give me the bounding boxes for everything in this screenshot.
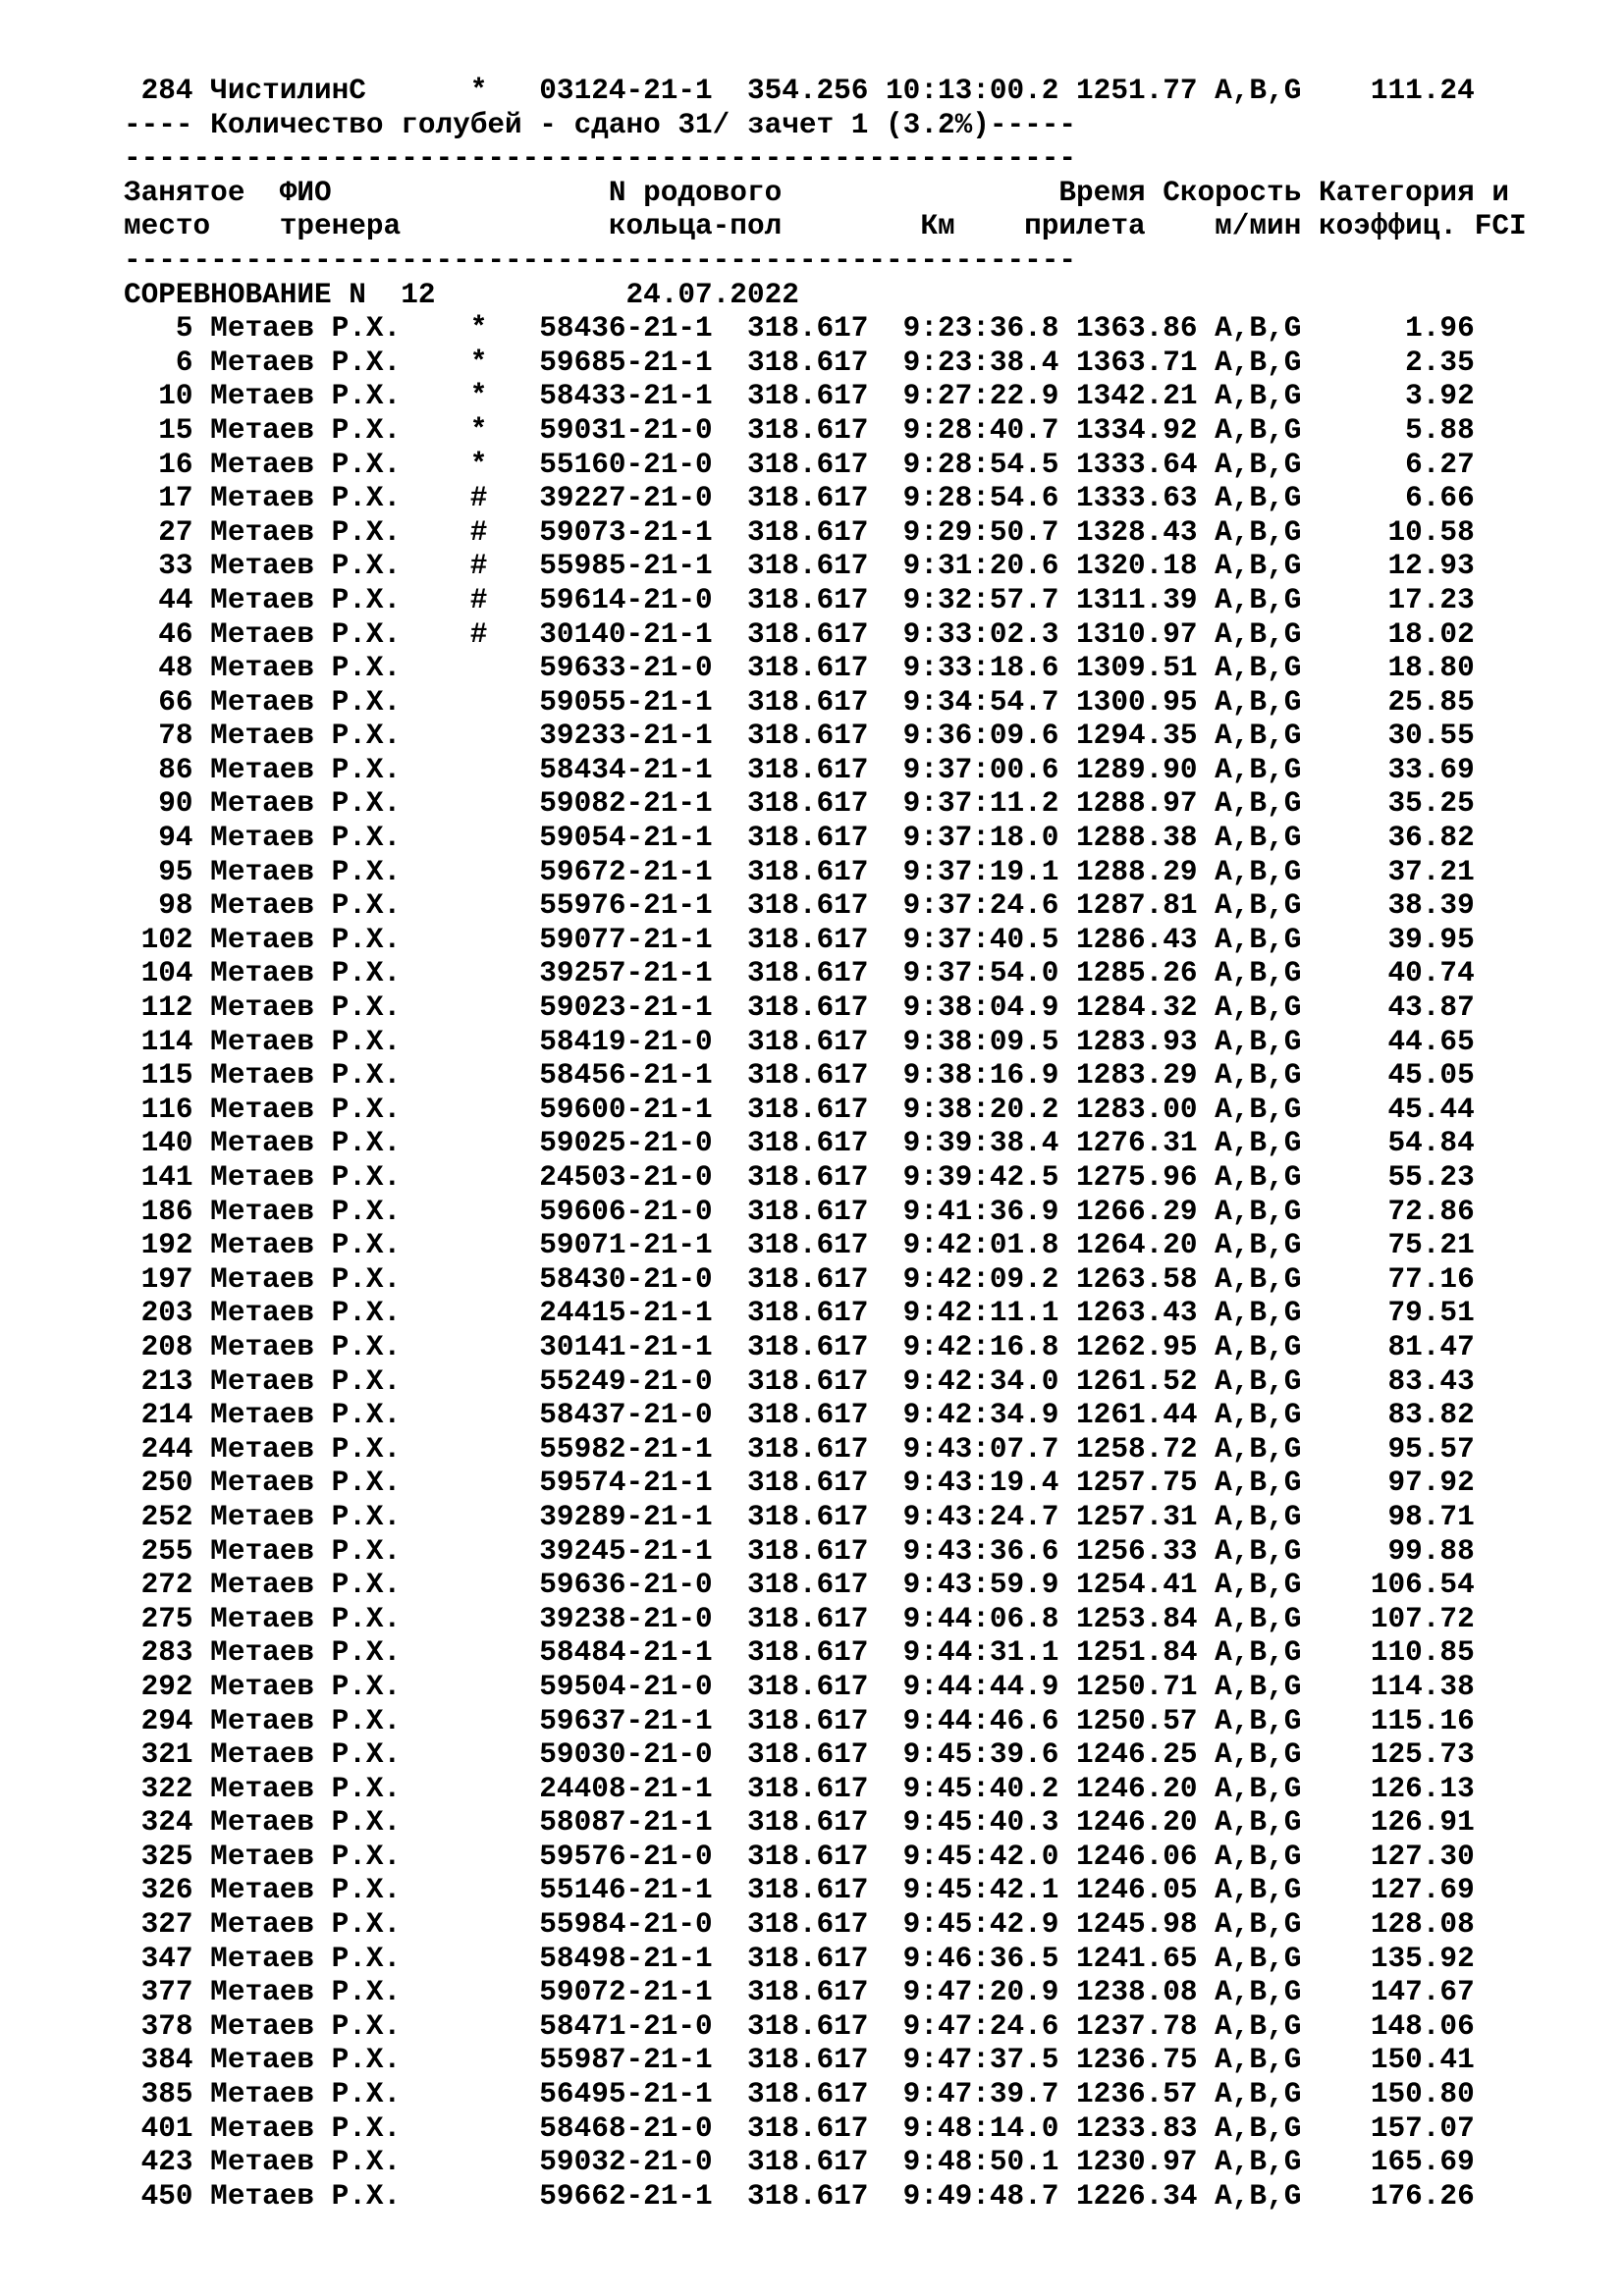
table-row: 98 Метаев Р.Х. 55976-21-1 318.617 9:37:24.6 1287.81 A,B,G 38.39 [124,889,1475,923]
table-row: 90 Метаев Р.Х. 59082-21-1 318.617 9:37:11.2 1288.97 A,B,G 35.25 [124,787,1475,821]
table-row: 283 Метаев Р.Х. 58484-21-1 318.617 9:44:31.1 1251.84 A,B,G 110.85 [124,1636,1475,1670]
previous-result-row: 284 ЧистилинС * 03124-21-1 354.256 10:13:00.2 1251.77 A,B,G 111.24 [124,75,1475,107]
table-row: 192 Метаев Р.Х. 59071-21-1 318.617 9:42:01.8 1264.20 A,B,G 75.21 [124,1229,1475,1262]
table-row: 115 Метаев Р.Х. 58456-21-1 318.617 9:38:16.9 1283.29 A,B,G 45.05 [124,1059,1475,1093]
table-row: 378 Метаев Р.Х. 58471-21-0 318.617 9:47:24.6 1237.78 A,B,G 148.06 [124,2009,1475,2043]
table-row: 423 Метаев Р.Х. 59032-21-0 318.617 9:48:50.1 1230.97 A,B,G 165.69 [124,2146,1475,2179]
race-results-report [124,75,1527,2214]
table-row: 401 Метаев Р.Х. 58468-21-0 318.617 9:48:14.0 1233.83 A,B,G 157.07 [124,2111,1475,2145]
table-row: 275 Метаев Р.Х. 39238-21-0 318.617 9:44:06.8 1253.84 A,B,G 107.72 [124,1602,1475,1635]
competition-title: СОРЕВНОВАНИЕ N 12 24.07.2022 [124,278,799,311]
table-row: 272 Метаев Р.Х. 59636-21-0 318.617 9:43:59.9 1254.41 A,B,G 106.54 [124,1569,1475,1602]
table-row: 325 Метаев Р.Х. 59576-21-0 318.617 9:45:42.0 1246.06 A,B,G 127.30 [124,1840,1475,1873]
table-row: 292 Метаев Р.Х. 59504-21-0 318.617 9:44:44.9 1250.71 A,B,G 114.38 [124,1670,1475,1703]
table-row: 213 Метаев Р.Х. 55249-21-0 318.617 9:42:34.0 1261.52 A,B,G 83.43 [124,1364,1475,1398]
table-row: 294 Метаев Р.Х. 59637-21-1 318.617 9:44:46.6 1250.57 A,B,G 115.16 [124,1704,1475,1737]
table-row: 327 Метаев Р.Х. 55984-21-0 318.617 9:45:42.9 1245.98 A,B,G 128.08 [124,1908,1475,1942]
table-row: 46 Метаев Р.Х. # 30140-21-1 318.617 9:33:02.3 1310.97 A,B,G 18.02 [124,617,1475,651]
table-row: 384 Метаев Р.Х. 55987-21-1 318.617 9:47:37.5 1236.75 A,B,G 150.41 [124,2044,1475,2077]
table-row: 321 Метаев Р.Х. 59030-21-0 318.617 9:45:39.6 1246.25 A,B,G 125.73 [124,1738,1475,1772]
summary-line: ---- Количество голубей - сдано 31/ зачет 1 (3.2%)----- [124,108,1077,141]
table-row: 86 Метаев Р.Х. 58434-21-1 318.617 9:37:00.6 1289.90 A,B,G 33.69 [124,753,1475,786]
table-row: 15 Метаев Р.Х. * 59031-21-0 318.617 9:28:40.7 1334.92 A,B,G 5.88 [124,413,1475,447]
table-row: 377 Метаев Р.Х. 59072-21-1 318.617 9:47:20.9 1238.08 A,B,G 147.67 [124,1976,1475,2009]
table-row: 326 Метаев Р.Х. 55146-21-1 318.617 9:45:42.1 1246.05 A,B,G 127.69 [124,1874,1475,1907]
table-row: 322 Метаев Р.Х. 24408-21-1 318.617 9:45:40.2 1246.20 A,B,G 126.13 [124,1772,1475,1805]
table-row: 140 Метаев Р.Х. 59025-21-0 318.617 9:39:38.4 1276.31 A,B,G 54.84 [124,1127,1475,1160]
divider: ------------------------------------------------------- [124,142,1077,176]
table-header-row-1: Занятое ФИО N родового Время Скорость Категория и [124,176,1509,209]
table-row: 250 Метаев Р.Х. 59574-21-1 318.617 9:43:19.4 1257.75 A,B,G 97.92 [124,1467,1475,1500]
table-row: 66 Метаев Р.Х. 59055-21-1 318.617 9:34:54.7 1300.95 A,B,G 25.85 [124,685,1475,719]
table-row: 324 Метаев Р.Х. 58087-21-1 318.617 9:45:40.3 1246.20 A,B,G 126.91 [124,1806,1475,1840]
table-row: 214 Метаев Р.Х. 58437-21-0 318.617 9:42:34.9 1261.44 A,B,G 83.82 [124,1399,1475,1432]
table-row: 186 Метаев Р.Х. 59606-21-0 318.617 9:41:36.9 1266.29 A,B,G 72.86 [124,1195,1475,1228]
table-row: 208 Метаев Р.Х. 30141-21-1 318.617 9:42:16.8 1262.95 A,B,G 81.47 [124,1330,1475,1363]
table-row: 78 Метаев Р.Х. 39233-21-1 318.617 9:36:09.6 1294.35 A,B,G 30.55 [124,720,1475,753]
table-row: 255 Метаев Р.Х. 39245-21-1 318.617 9:43:36.6 1256.33 A,B,G 99.88 [124,1534,1475,1568]
table-row: 197 Метаев Р.Х. 58430-21-0 318.617 9:42:09.2 1263.58 A,B,G 77.16 [124,1262,1475,1296]
table-row: 116 Метаев Р.Х. 59600-21-1 318.617 9:38:20.2 1283.00 A,B,G 45.44 [124,1093,1475,1126]
table-row: 112 Метаев Р.Х. 59023-21-1 318.617 9:38:04.9 1284.32 A,B,G 43.87 [124,991,1475,1025]
table-row: 95 Метаев Р.Х. 59672-21-1 318.617 9:37:19.1 1288.29 A,B,G 37.21 [124,855,1475,888]
table-row: 203 Метаев Р.Х. 24415-21-1 318.617 9:42:11.1 1263.43 A,B,G 79.51 [124,1297,1475,1330]
divider: ------------------------------------------------------- [124,243,1077,277]
table-row: 33 Метаев Р.Х. # 55985-21-1 318.617 9:31:20.6 1320.18 A,B,G 12.93 [124,550,1475,583]
table-row: 10 Метаев Р.Х. * 58433-21-1 318.617 9:27:22.9 1342.21 A,B,G 3.92 [124,380,1475,413]
table-row: 94 Метаев Р.Х. 59054-21-1 318.617 9:37:18.0 1288.38 A,B,G 36.82 [124,822,1475,855]
table-header-row-2: место тренера кольца-пол Км прилета м/мин коэффиц. FCI [124,210,1527,243]
table-row: 27 Метаев Р.Х. # 59073-21-1 318.617 9:29:50.7 1328.43 A,B,G 10.58 [124,515,1475,549]
table-row: 16 Метаев Р.Х. * 55160-21-0 318.617 9:28:54.5 1333.64 A,B,G 6.27 [124,448,1475,481]
table-row: 252 Метаев Р.Х. 39289-21-1 318.617 9:43:24.7 1257.31 A,B,G 98.71 [124,1500,1475,1533]
table-row: 450 Метаев Р.Х. 59662-21-1 318.617 9:49:48.7 1226.34 A,B,G 176.26 [124,2179,1475,2213]
table-row: 5 Метаев Р.Х. * 58436-21-1 318.617 9:23:36.8 1363.86 A,B,G 1.96 [124,312,1475,346]
table-row: 48 Метаев Р.Х. 59633-21-0 318.617 9:33:18.6 1309.51 A,B,G 18.80 [124,652,1475,685]
table-row: 347 Метаев Р.Х. 58498-21-1 318.617 9:46:36.5 1241.65 A,B,G 135.92 [124,1942,1475,1975]
table-row: 244 Метаев Р.Х. 55982-21-1 318.617 9:43:07.7 1258.72 A,B,G 95.57 [124,1432,1475,1466]
table-row: 44 Метаев Р.Х. # 59614-21-0 318.617 9:32:57.7 1311.39 A,B,G 17.23 [124,583,1475,616]
table-row: 102 Метаев Р.Х. 59077-21-1 318.617 9:37:40.5 1286.43 A,B,G 39.95 [124,923,1475,956]
table-row: 141 Метаев Р.Х. 24503-21-0 318.617 9:39:42.5 1275.96 A,B,G 55.23 [124,1161,1475,1194]
table-row: 17 Метаев Р.Х. # 39227-21-0 318.617 9:28:54.6 1333.63 A,B,G 6.66 [124,482,1475,515]
table-row: 385 Метаев Р.Х. 56495-21-1 318.617 9:47:39.7 1236.57 A,B,G 150.80 [124,2078,1475,2111]
table-row: 104 Метаев Р.Х. 39257-21-1 318.617 9:37:54.0 1285.26 A,B,G 40.74 [124,957,1475,990]
table-row: 114 Метаев Р.Х. 58419-21-0 318.617 9:38:09.5 1283.93 A,B,G 44.65 [124,1025,1475,1058]
table-row: 6 Метаев Р.Х. * 59685-21-1 318.617 9:23:38.4 1363.71 A,B,G 2.35 [124,346,1475,379]
